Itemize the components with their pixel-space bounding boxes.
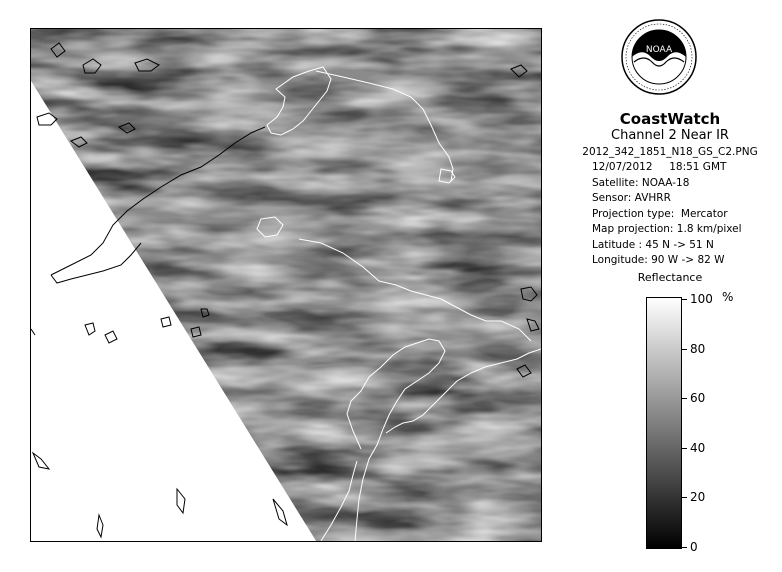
colorbar-ticks <box>682 292 782 554</box>
map-projection-text: Map projection: 1.8 km/pixel <box>592 223 742 235</box>
date-time-text: 12/07/2012 18:51 GMT <box>592 161 727 173</box>
image-filename: 2012_342_1851_N18_GS_C2.PNG <box>582 146 758 158</box>
product-title: CoastWatch <box>619 110 721 128</box>
colorbar-tick-label: 0 <box>690 540 698 554</box>
legend-unit: % <box>722 290 734 304</box>
colorbar-tick <box>682 299 687 300</box>
satellite-image-map <box>30 28 542 542</box>
sensor-text: Sensor: AVHRR <box>592 192 671 204</box>
colorbar-tick <box>682 547 687 548</box>
colorbar-tick <box>682 349 687 350</box>
colorbar-tick-label: 60 <box>690 391 706 406</box>
noaa-emblem-icon <box>620 18 698 96</box>
projection-type-text: Projection type: Mercator <box>592 207 728 220</box>
reflectance-colorbar <box>646 297 682 549</box>
legend-title: Reflectance <box>637 271 703 284</box>
colorbar-tick-label: 80 <box>690 341 706 356</box>
colorbar-tick-label: 20 <box>690 490 706 505</box>
colorbar-tick-label: 100 <box>690 292 713 306</box>
longitude-text: Longitude: 90 W -> 82 W <box>592 254 725 266</box>
colorbar-tick-label: 40 <box>690 440 706 455</box>
latitude-text: Latitude : 45 N -> 51 N <box>592 238 714 251</box>
noaa-logo-text: NOAA <box>645 45 673 55</box>
reflectance-image <box>31 29 541 541</box>
colorbar-tick <box>682 398 687 399</box>
noaa-logo <box>620 18 698 96</box>
colorbar-tick <box>682 497 687 498</box>
metadata-panel <box>592 160 742 269</box>
colorbar-tick <box>682 448 687 449</box>
product-subtitle: Channel 2 Near IR <box>611 128 729 143</box>
satellite-text: Satellite: NOAA-18 <box>592 176 690 189</box>
